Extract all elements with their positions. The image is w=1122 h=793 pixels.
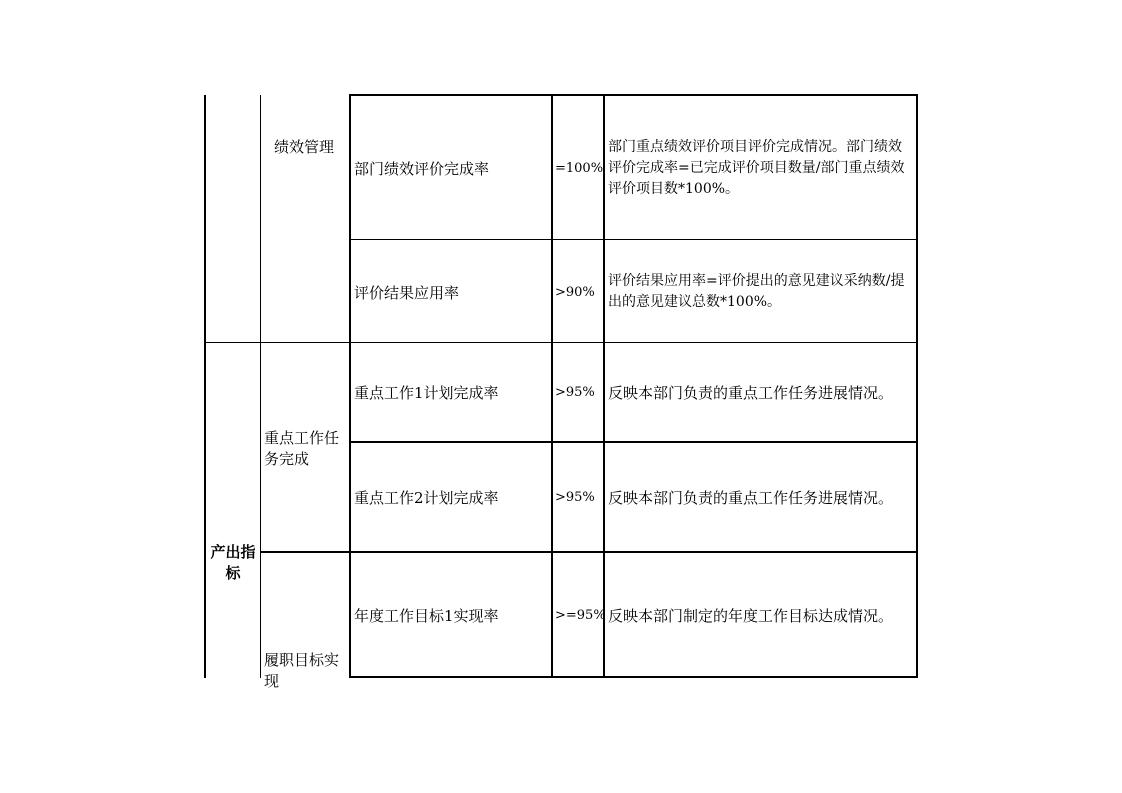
target-cell-row-2: >90% <box>555 285 595 300</box>
row-line-top <box>349 94 918 96</box>
description-cell-row-1: 部门重点绩效评价项目评价完成情况。部门绩效评价完成率=已完成评价项目数量/部门重点绩效评价项目数*100%。 <box>608 139 905 197</box>
row-line-1 <box>349 239 918 240</box>
row-line-bottom <box>349 676 918 678</box>
col-line-2 <box>260 95 261 678</box>
col-line-5 <box>603 95 605 678</box>
indicator-cell-row-5: 年度工作目标1实现率 <box>354 607 499 625</box>
second-level-duty-goal-clip <box>262 646 349 690</box>
target-cell-row-5: >=95% <box>555 608 606 623</box>
second-level-key-work-completion: 重点工作任务完成 <box>264 429 340 468</box>
col-line-4 <box>551 95 553 678</box>
second-level-performance-management: 绩效管理 <box>274 138 335 156</box>
indicator-cell-row-2: 评价结果应用率 <box>354 284 460 302</box>
target-cell-row-4: >95% <box>555 490 595 505</box>
row-line-3 <box>349 441 918 443</box>
description-cell-row-3: 反映本部门负责的重点工作任务进展情况。 <box>608 384 894 402</box>
first-level-category-cell: 产出指标 <box>210 543 256 582</box>
indicator-cell-row-4: 重点工作2计划完成率 <box>354 489 499 507</box>
target-cell-row-3: >95% <box>555 385 595 400</box>
indicator-cell-row-3: 重点工作1计划完成率 <box>354 384 499 402</box>
col-line-6 <box>916 95 918 678</box>
col-line-1 <box>204 95 206 678</box>
target-cell-row-1: =100% <box>555 161 604 176</box>
description-cell-row-5: 反映本部门制定的年度工作目标达成情况。 <box>608 607 894 625</box>
row-line-2 <box>204 342 918 343</box>
col-line-3 <box>349 95 351 678</box>
second-level-duty-goal-achievement: 履职目标实现 <box>264 651 340 690</box>
indicator-cell-row-1: 部门绩效评价完成率 <box>354 160 490 178</box>
row-line-4 <box>260 551 918 553</box>
description-cell-row-4: 反映本部门负责的重点工作任务进展情况。 <box>608 489 894 507</box>
description-cell-row-2: 评价结果应用率=评价提出的意见建议采纳数/提出的意见建议总数*100%。 <box>608 273 905 310</box>
